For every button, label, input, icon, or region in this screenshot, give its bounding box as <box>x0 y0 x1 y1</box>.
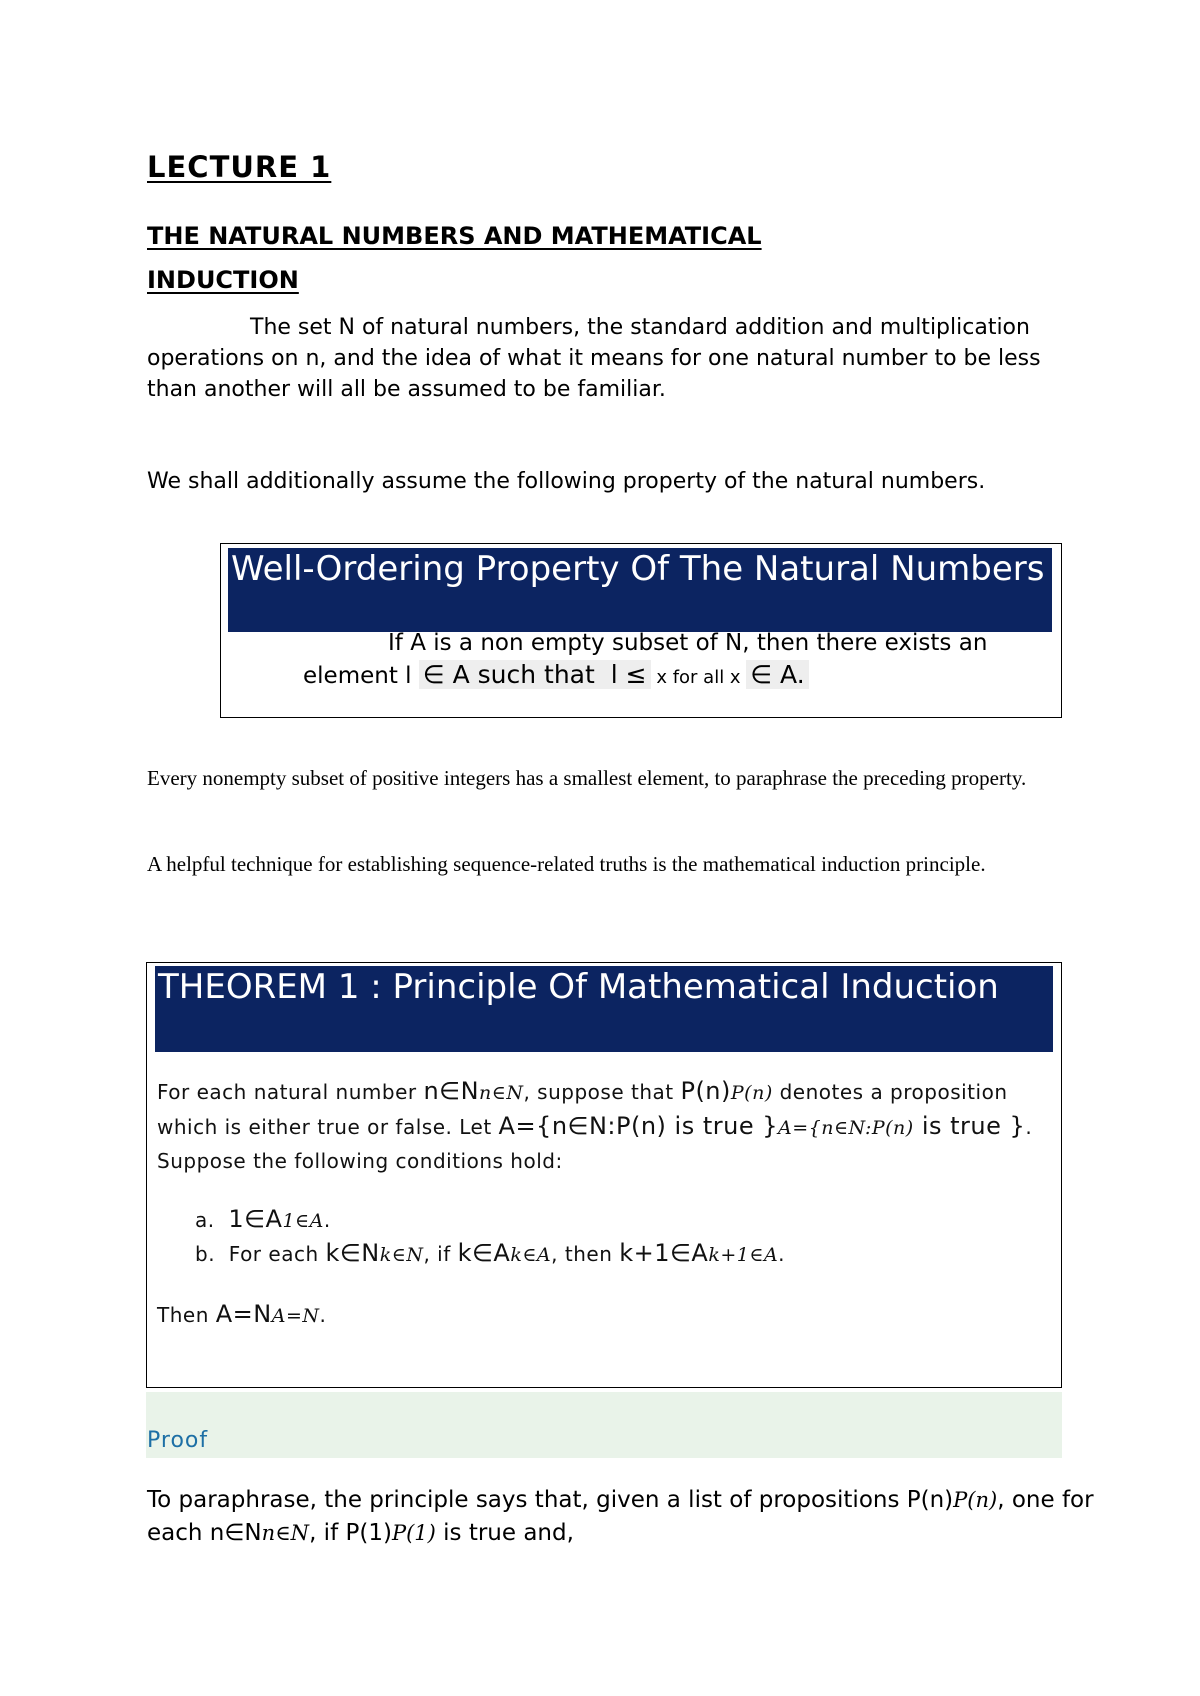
lecture-title: THE NATURAL NUMBERS AND MATHEMATICAL INDUCTION <box>147 222 762 294</box>
proof-label: Proof <box>147 1428 209 1453</box>
assume-paragraph: We shall additionally assume the following property of the natural numbers. <box>147 469 986 494</box>
theorem-conditions <box>195 1203 785 1271</box>
well-ordering-title: Well-Ordering Property Of The Natural Numbers <box>228 548 1052 632</box>
well-ordering-line-2: element l ∈ A such that l ≤ x for all x ∈ A. <box>303 660 809 693</box>
intro-paragraph: The set N of natural numbers, the standard addition and multiplication operations on n, and the idea of what it means for one natural number to be less than another will all be assumed to be familiar. <box>147 315 1041 402</box>
condition-a: a. 1∈A1∈A. <box>195 1205 331 1233</box>
proof-band <box>146 1392 1062 1458</box>
proof-paragraph: To paraphrase, the principle says that, given a list of propositions P(n)P(n), one for each n∈Nn∈N, if P(1)P(1) is true and, <box>147 1487 1094 1546</box>
condition-b: b. For each k∈Nk∈N, if k∈Ak∈A, then k+1∈Ak+1∈A. <box>195 1239 786 1267</box>
math-highlight: ∈ A such that <box>419 660 607 689</box>
theorem-title: THEOREM 1 : Principle Of Mathematical Induction <box>155 966 1053 1052</box>
math-highlight: l ≤ <box>607 660 651 689</box>
paraphrase-paragraph: Every nonempty subset of positive integers has a smallest element, to paraphrase the preceding property. <box>147 766 1027 790</box>
well-ordering-line-1: If A is a non empty subset of N, then there exists an <box>388 630 988 656</box>
induction-paragraph: A helpful technique for establishing sequence-related truths is the mathematical induction principle. <box>147 852 986 876</box>
lecture-heading: LECTURE 1 <box>147 150 332 184</box>
theorem-conclusion: Then A=NA=N. <box>157 1300 327 1328</box>
theorem-statement: For each natural number n∈Nn∈N, suppose that P(n)P(n) denotes a proposition which is either true or false. Let A={n∈N:P(n) is true }A={n∈N:P(n) is true }. Suppose the following conditions hold: <box>157 1077 1033 1173</box>
math-highlight: ∈ A. <box>746 660 808 689</box>
